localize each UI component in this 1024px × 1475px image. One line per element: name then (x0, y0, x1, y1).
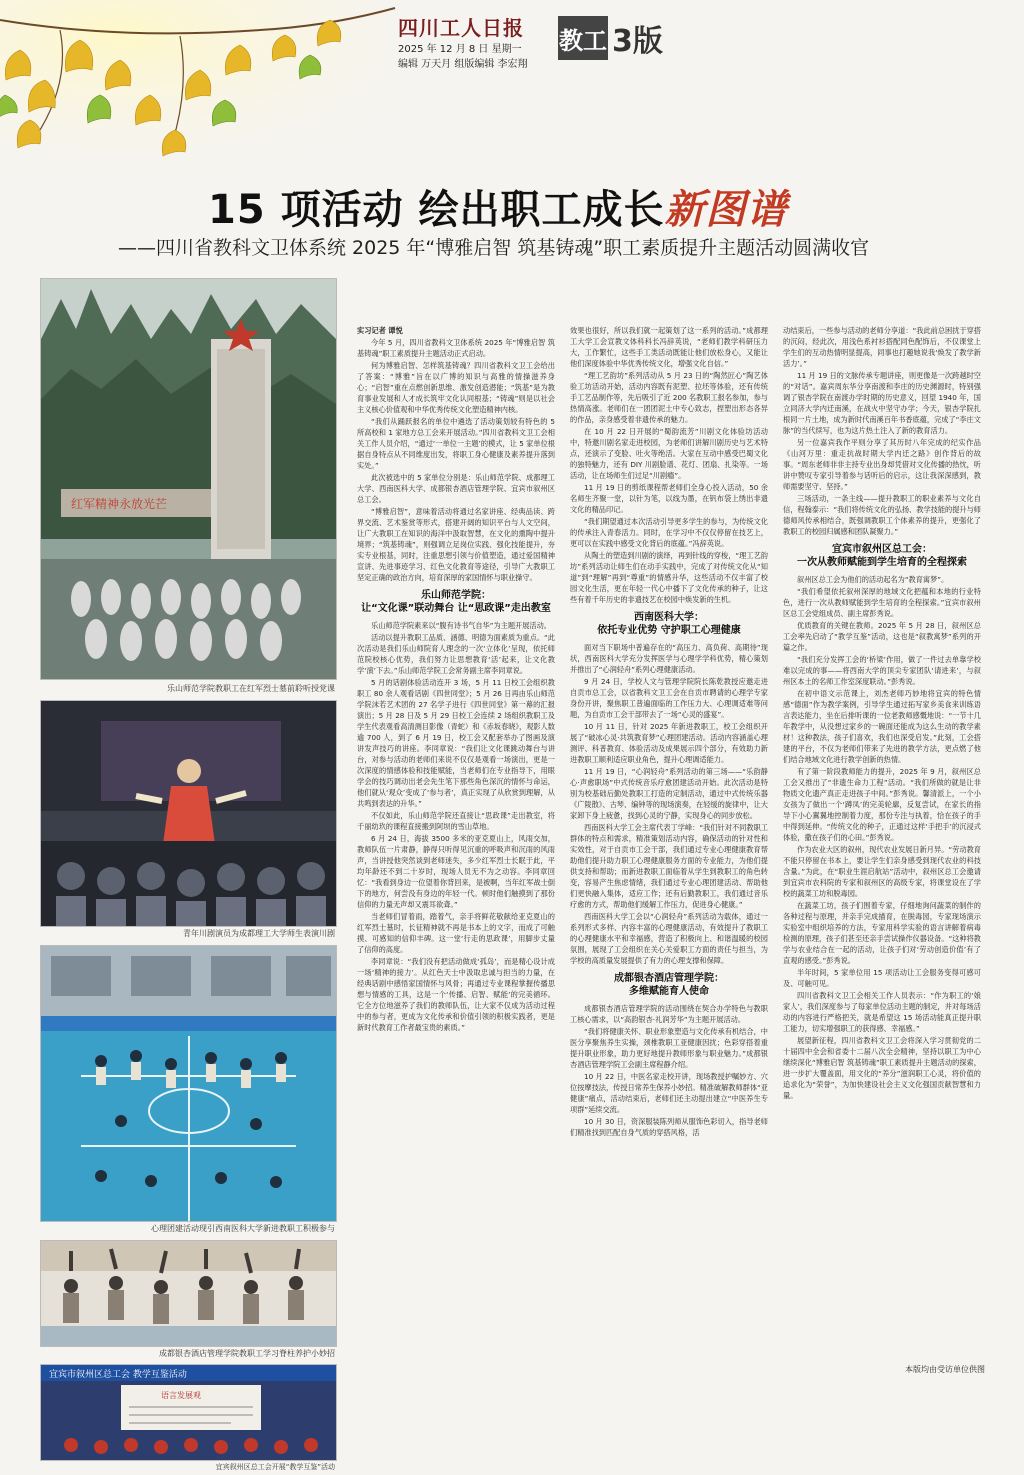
paragraph: 何为博雅启智、怎样筑基铸魂？四川省教科文卫工会给出了答案：“博雅”旨在以广博的知识与高雅的情操滋养身心；“启智”重在点燃创新思维、激发创造潜能；“筑基”是为教育事业发展和人才成长筑牢文化认同根基；“铸魂”则是以社会主义核心价值观和中华优秀传统文化塑造精神内核。 (357, 361, 555, 414)
paragraph: 优质教育的关键在教师。2025 年 5 月 28 日，叙州区总工会率先启动了“教学互鉴”活动，这也是“叙教寓梦”系列的开篇之作。 (783, 621, 981, 652)
paragraph: 今年 5 月，四川省教科文卫体系统 2025 年“博雅启智 筑基铸魂”职工素质提升主题活动正式启动。 (357, 338, 555, 358)
photo-teambuilding (40, 945, 337, 1222)
paragraph: 10 月 22 日，中医名家走校开讲，现场教授护嘱妙方、穴位按摩技法，传授日常养生保养小妙招。精准破解教师群体“亚健康”痛点，活动结束后，老师们还主动提出建立“中医养生专项群”延续交流。 (570, 1072, 768, 1114)
paragraph: 半年时间，5 家单位用 15 项活动让工会服务变得可感可及、可触可见。 (783, 968, 981, 988)
title-accent: 新图谱 (664, 186, 788, 233)
paragraph: 动结束后，一些参与活动的老师分享道：“我此前总困扰于穿搭的沉闷，经此次，用浅色系衬衫搭配同色配饰后，不仅课堂上学生们的互动热情明显提高，同事也打趣她说我‘焕发了教学新活力’。” (783, 326, 981, 368)
paragraph: 李同章说：“我们没有把活动做成‘孤岛’，而是精心设计成一场‘精神的接力’。从红色天士中汲取忠诚与担当的力量，在经典话剧中感悟家国情怀与风骨；再通过专业课程掌握传播思想与情感的工具，这是一个‘传播、启智、赋能’的完美循环。它全方位地滋养了我们的教师队伍，让大家不仅成为活动过程中的参与者，更成为文化传承和价值引领的积极实践者，更是新时代教育工作者最宝贵的素质。” (357, 957, 555, 1032)
section-heading-yinxing: 成都银杏酒店管理学院： 多维赋能育人使命 (614, 973, 724, 997)
paragraph: 11 月 19 日的文脉传承专题讲座，则更像是一次跨越时空的“对话”。嘉宾周东华分享南渡和李庄的历史渊源时，特别强调了银杏学院在南渡办学时期的历史意义，回望 1940 年，国立同济大学内迁南溪，在战火中坚守办学；今天，银杏学院扎根同一片土地，成为新时代南溪百年书香底蕴，完成了“李庄文脉”的当代续写，也为这片热土注入了新的教育活力。 (783, 371, 981, 435)
paragraph: 四川省教科文卫工会相关工作人员表示：“作为职工的‘娘家人’，我们深度参与了每家单位活动主题的制定，并对每场活动的内容进行严格把关，就是希望这 15 场活动能真正提升职工能力，切实增强职工的获得感、幸福感。” (783, 991, 981, 1033)
paragraph: 此次被选中的 5 家单位分别是：乐山师范学院、成都理工大学、西南医科大学、成都银杏酒店管理学院、宜宾市叙州区总工会。 (357, 473, 555, 504)
issue-date: 2025 年 12 月 8 日 星期一 (398, 44, 522, 55)
photo-memorial (40, 278, 337, 680)
photo-teaching-exchange-caption: 宜宾叙州区总工会开展“教学互鉴”活动 (215, 1463, 335, 1471)
paragraph: 三场活动，一条主线——提升教职工的职业素养与文化自信，程翰泰示：“我们将传统文化的弘扬、教学技能的提升与师德师风传承相结合，既强调教职工个体素养的提升，更强化了教职工的校园归属感和团队凝聚力。” (783, 494, 981, 536)
paragraph: 作为农业大区的叙州，现代农业发展日新月异。“劳动教育不能只停留在书本上，要让学生们亲身感受到现代农业的科技含量。”为此，在“职业生涯启航站”活动中，叙州区总工会邀请到宜宾市农科院的专家和叙州区的高级专家，将课堂设在了学校的蔬菜工坊和脱毒园。 (783, 845, 981, 898)
photo-opera (40, 700, 337, 927)
paragraph: 面对当下职场中普遍存在的“高压力、高负荷、高期待”现状，西南医科大学充分发挥医学与心理学学科优势，精心策划并推出了“心润轻舟”系列心理健康活动。 (570, 643, 768, 674)
article-author: 实习记者 谭悦 (357, 326, 403, 335)
editor-credits: 编辑 万天月 组版编辑 李宏翔 (398, 59, 528, 70)
paragraph: “博雅启智”，意味着活动将通过名家讲座、经典品读、跨界交流、艺术鉴赏等形式，搭建开阔的知识平台与人文空间，让广大教职工在知识的海洋中汲取智慧，在文化的熏陶中提升境界；“筑基铸魂”，则强调立足岗位实践、强化技能提升，夯实专业根基，同时，注重思想引领与价值塑造，通过爱国精神宣讲、先进事迹学习、红色文化教育等途径，引导广大教职工坚定正确的政治方向，培育深厚的家国情怀与职业操守。 (357, 507, 555, 582)
photo-teambuilding-caption: 心理团建活动现引西南医科大学新进教职工积极参与 (151, 1224, 335, 1233)
paragraph: “我们希望依托叙州深厚的地域文化把蕴和本地的行业特色，进行一次从教师赋能到学生培育的全程探索。”宜宾市叙州区总工会党组成员、副主席彭秀说。 (783, 587, 981, 618)
slide-title: 语言发展观 (161, 1391, 201, 1400)
paragraph: “我们从踊跃报名的单位中遴选了活动策划较有特色的 5 所高校和 1 家地方总工会来开展活动。”四川省教科文卫工会相关工作人员介绍，“通过‘一单位一主题’的模式，让 5 家单位根据自身特点从不同维度出发，将职工身心健康及素养提升落到实处。” (357, 417, 555, 470)
photo-memorial-caption: 乐山师范学院教职工在红军烈士墓前聆听授党课 (167, 684, 335, 693)
paragraph: 不仅如此，乐山师范学院还直接让“思政课”走出教室，将千丽幼玖的课程直接搬到阿坝的雪山草地。 (357, 811, 555, 831)
photo-credit: 本版均由受访单位供图 (905, 1365, 985, 1374)
paragraph: “我们充分发挥工会的‘桥梁’作用，做了一件过去单靠学校难以完成的事——将西南大学的顶尖专家团队‘请进来’，与叙州区本土的名师工作室深度联动。”彭秀说。 (783, 655, 981, 686)
article-column-2 (570, 325, 768, 1355)
paragraph: 当老师们冒着雨，踏着气，亲手将鲜花敬献给亚克夏山的红军烈士墓时，长征精神就不再是书本上的文字，而成了可触摸、可感知的信仰丰碑。这一堂‘行走的思政课’，用脚步丈量了信仰的高度。 (357, 912, 555, 954)
photo-spine-care (40, 1240, 337, 1347)
photo-spine-care-caption: 成都银杏酒店管理学院教职工学习脊柱养护小妙招 (159, 1349, 335, 1358)
paragraph: 10 月 30 日，资深服装陈列师从服饰色彩切入，指导老师们精准找到匹配自身气质的穿搭风格，活 (570, 1117, 768, 1137)
paragraph: 11 月 19 日的剪纸课程帮老师们全身心投入活动，50 余名师生齐聚一堂，以针为笔，以线为墨，在钒布袋上绣出非遗文化的精品印记。 (570, 483, 768, 514)
event-banner: 宜宾市叙州区总工会 教学互鉴活动 (49, 1370, 187, 1380)
title-main: 15 项活动 绘出职工成长 (208, 187, 665, 233)
photo-teaching-exchange (40, 1364, 337, 1461)
paragraph: 西南医科大学工会主席代表丁学峰：“我们针对不同教职工群体的特点和需求，精准策划活动内容，确保活动的针对性和实效性，对于自贡市工会干部，我们通过专业心理健康教育帮助他们提升助力职工心理健康服务方面的专业能力，为他们提供支持和帮助；而新进教职工面临着从学生到教职工的角色转变，容易产生焦虑情绪，我们通过专业心理团建活动、帮助他们更快融入集体，适应工作；还有后勤教职工，我们通过音乐疗愈的方式，帮助他们缓解工作压力，促进身心健康。” (570, 823, 768, 909)
memorial-sign: 红军精神永放光芒 (71, 497, 168, 511)
ginkgo-leaves-decoration (0, 0, 400, 175)
page-header (0, 0, 1024, 150)
paragraph: 9 月 24 日，学校人文与管理学院院长陈乾教授应邀走进自贡市总工会，以省教科文卫工会在自贡市聘请的心理学专家身份开讲，聚焦职工普遍面临的工作压力大、心理调适难等问题，为自贡市工会干部带去了一场“心灵的盛宴”。 (570, 677, 768, 719)
paragraph: 效果也很好，所以我们就一起策划了这一系列的活动。”成都理工大学工会宣教文体科科长冯辞英说，“老师们教学科研压力大，工作繁忙，这些手工类活动既能让他们放松身心，又能让他们深度体验中华优秀传统文化，增强文化自信。” (570, 326, 768, 368)
paragraph: 活动以提升教职工品质、涵德、明德为面素质为重点。“此次活动是我们乐山师院育人理念的一次‘立体化’呈现，依托师范院校核心优势，我们努力让思想教育‘活’起来，让文化教学‘演’下去。”乐山师范学院工会常务副主席李同章说。 (357, 633, 555, 675)
paragraph: 5 月的话剧体验活动连开 3 场，5 月 11 日校工会组织教职工 80 余人观看话剧《四世同堂》；5 月 26 日再由乐山师范学院沫若艺术团的 27 名学子进行《四世同堂》第一幕的汇报演出；5 月 28 日及 5 月 29 日校工会连续 2 场组织教职工及学生代表观看高清测目影像（青蛇）和《赤坂春晓》，观影人数逾 700 人，到了 6 月 19 日，校工会又配套举办了图画及演讲发声技巧的讲座。李同章说：“我们让文化课跳动舞台与讲台，对参与活动的老师们来说不仅仅是观看一场演出，更是一次深度的情感体验和技能赋能，当老师们在专业指导下，用眼学会的技巧调动出老会先生笔下那些角色深沉的情怀与命运，他们就从‘观众’变成了‘参与者’，真正实现了从欣赏到理解，从共鸣到表达的升华。” (357, 678, 555, 808)
paragraph: “我们期望通过本次活动引导更多学生的参与，为传统文化的传承注入青春活力。同时，在学习中不仅仅停留在技艺上，更可以在实践中感受文化背后的底蕴。”冯辞英说。 (570, 517, 768, 548)
newspaper-masthead: 四川工人日报 (398, 16, 524, 40)
photo-opera-caption: 青年川剧演员为成都理工大学师生表演川剧 (183, 929, 335, 938)
section-heading-leshan: 乐山师范学院： 让“文化课”联动舞台 让“思政课”走出教室 (361, 590, 551, 614)
paragraph: 10 月 11 日，针对 2025 年新进教职工，校工会组织开展了“破冰心灵·共筑教育梦”心理团建活动。活动内容涵盖心理测评、科普教育、体验活动及成果展示四个部分，有效助力新进教职工顺利适应职业角色，提升心理调适能力。 (570, 722, 768, 764)
paragraph: 乐山师范学院素来以“腹有诗书气自华”为主题开展活动。 (371, 621, 551, 630)
page-subtitle: ——四川省教科文卫体系统 2025 年“博雅启智 筑基铸魂”职工素质提升主题活动圆满收官 (118, 237, 870, 259)
section-heading-xuzhou: 宜宾市叙州区总工会： 一次从教师赋能到学生培育的全程探索 (797, 544, 967, 568)
paragraph: 另一位嘉宾我作平则分享了其历时八年完成的纪实作品《山河万里：重走抗战时期大学内迁之路》创作背后的故事。“周东老师非非主持专业出身却凭借对文化传播的热忱，听讲中赞叹专家引导着参与话听后的启示，这让我深深感到，教师需要坚守、坚持。” (783, 438, 981, 491)
article-column-1 (357, 325, 555, 1355)
paragraph: 西南医科大学工会以“心润轻舟”系列活动为载体，通过一系列形式多样、内容丰富的心理健康活动，有效提升了教职工的心理健康水平和幸福感，营造了积极向上、和谐温暖的校园氛围，展现了工会组织在关心关爱职工方面的责任与担当，为学校的高质量发展提供了有力的心理支撑和保障。 (570, 912, 768, 965)
paragraph: 成都银杏酒店管理学院的活动围绕在契合办学特色与教职工核心需求，以“高韵银杏·礼润芳华”为主题开展活动。 (570, 1004, 768, 1024)
page-number: 3版 (612, 24, 663, 59)
paragraph: 在蔬菜工坊，孩子们围着专家，仔细地询问蔬菜的制作的各种过程与原理，并亲手完成描育，在脱毒园，专家现场演示实验室中组织培养的方法，专家用科学实验的语言讲解着病毒检测的原理，孩子们甚至还亲手尝试操作仪器设备。“这种将教学与农业结合在一起的活动，让孩子们对‘劳动创造价值’有了直观的感受。”彭秀说。 (783, 901, 981, 965)
section-heading-swmu: 西南医科大学： 依托专业优势 守护职工心理健康 (597, 612, 741, 636)
paragraph: 叙州区总工会为他们的活动起名为“教育寓梦”。 (797, 575, 949, 584)
section-label: 教工 (558, 16, 608, 60)
paragraph: “我们将健康关怀、职业形象塑造与文化传承有机结合，中医分享聚焦养生实操，颈椎教职工亚健康因扰；色彩穿搭着重提升职业形象，助力更好地提升教师形象与职业魅力。”成都银杏酒店管理学院工会副主席程静介绍。 (570, 1027, 768, 1069)
paragraph: 从陶土的塑造到川剧的演绎，再到针线的穿梭，“理工艺韵坊”系列活动让师生们在动手实践中，完成了对传统文化从“知道”到“理解”再到“尊重”的情感升华，这些活动不仅丰富了校园文化生活，更在年轻一代心中播下了文化传承的种子，让这些有着千年历史的非遗技艺在校园中焕发新的生机。 (570, 551, 768, 604)
paragraph: 6 月 24 日，海拔 3500 多米的亚克夏山上，风雨交加，教师队伍一片肃静，静得只听得见沉重的呼吸声和沉雨的风雨声，当讲授他突然谈到老师迷失，多少红军烈士长眠于此，平均年龄还不到二十岁时，现场人员无不为之动容。李同章回忆：“我看到身边一位望着你背回来，是被啊，当年红军战士倒下的地方，何尝没有身边的年轻一代。顿时他们触摸到了那份信仰的力量无声却又震耳欲聋。” (357, 834, 555, 909)
paragraph: 11 月 19 日，“心润轻舟”系列活动的第三场——“乐韵静心·声愈职场”中式传统音乐疗愈团建活动开始。此次活动是特别为校基础后勤处教职工打造的定制活动，通过中式传统乐器《广陵散》、古琴、编钟等的现场演奏，在轻缓的旋律中，让大家卸下身上疲惫，找到心灵的宁静，实现身心的同步放松。 (570, 767, 768, 820)
paragraph: 在初中语文示范课上，刘杰老师巧妙地将宜宾的特色情感“德面”作为教学案例，引导学生通过拓写家乡美食来训练语言表达能力，坐在后排听课的一位老教师感慨地说：“一节十几年教学中，从没想过家乡的一碗面还能成为这么生动的教学素材！这种教法，孩子们喜欢，我们也深受启发。”此刻，工会搭建的平台，不仅为老师们带来了先进的教学方法，更点燃了他们结合地域文化进行教学创新的热情。 (783, 689, 981, 764)
page-title (208, 178, 788, 235)
article-column-3 (783, 325, 981, 1355)
paragraph: “理工艺韵坊”系列活动从 5 月 23 日的“陶然匠心”陶艺体验工坊活动开始，活动内容既有泥塑、拉坯等体验，还有传统手工艺品制作等，先后吸引了近 200 名教职工报名参加，参与热情高涨。老师们在一团团泥土中专心致志，捏塑出形态各异的作品，亲身感受着非遗传承的魅力。 (570, 371, 768, 424)
paragraph: 有了第一阶段教师能力的提升，2025 年 9 月，叙州区总工会又推出了“非遗生命力工程”活动。“我们所做的就是让非物质文化遗产真正走进孩子中间。”彭秀说。馨清派上，一个小女孩为了做出一个‘蹲凤’的完美轮廓，反复尝试，在家长的指导下小心翼翼地控制着力度，那份专注与执着，恰在孩子的手中得到延伸。“传统文化的种子，正通过这样‘手把手’的沉浸式体验，撒在孩子们的心田。”彭秀说。 (783, 767, 981, 842)
paragraph: 展望新征程，四川省教科文卫工会将深入学习贯彻党的二十届四中全会和省委十二届八次全会精神，坚持以职工为中心继续深化“博雅启智 筑基铸魂”职工素质提升主题活动的探索，进一步扩大覆盖面，用文化的“养分”滋润职工心灵，将价值的追求化为“荣誉”，为加快建设社会主义文化强国贡献智慧和力量。 (783, 1036, 981, 1100)
paragraph: 在 10 月 22 日开展的“蜀韵流芳”川剧文化体验坊活动中，特邀川剧名家走进校园，为老师们讲解川剧历史与艺术特点，还演示了变脸、吐火等绝活。大家在互动中感受巴蜀文化的独特魅力，还有 DIY 川剧脸谱、花灯、团扇、扎染等。一场活动，让在场师生们过足“川剧瘾”。 (570, 427, 768, 480)
